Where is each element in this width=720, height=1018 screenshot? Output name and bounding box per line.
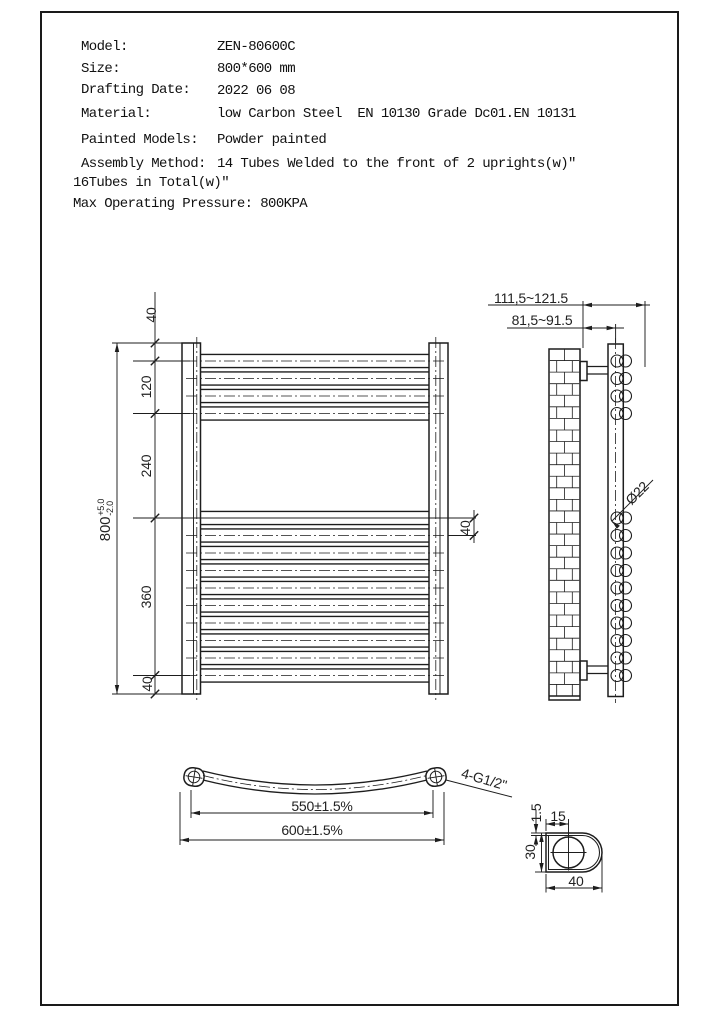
spec-value-painted: Powder painted [217,132,327,148]
dim-profile-depth-label: 40 [568,873,584,889]
spec-label-assembly: Assembly Method: [81,156,206,172]
dim-connections-label: 4-G1/2" [459,764,509,794]
dim-height-value: 800 [97,516,114,542]
spec-line-total-tubes: 16Tubes in Total(w)" [73,175,230,191]
dim-hole-offset-label: 15 [550,808,566,824]
spec-value-size: 800*600 mm [217,61,296,77]
spec-value-model: ZEN-80600C [217,39,296,55]
dim-middle-gap-label: 240 [138,454,154,478]
front-view [112,292,478,700]
dim-height-tolerances [97,499,115,516]
spec-label-material: Material: [81,106,152,122]
spec-label-date: Drafting Date: [81,82,191,98]
spec-label-model: Model: [81,39,128,55]
dim-tube-diameter-label: Ø22 [622,478,652,508]
dim-top-group-label: 120 [138,375,154,399]
dim-height-tol-plus: +5.0 [96,498,106,516]
dim-bottom-margin-label: 40 [139,676,155,692]
spec-value-assembly: 14 Tubes Welded to the front of 2 uprights(w)" [217,156,576,172]
dim-bottom-group-label: 360 [138,585,154,609]
spec-value-material: low Carbon Steel EN 10130 Grade Dc01.EN 10131 [217,106,576,122]
spec-label-painted: Painted Models: [81,132,199,148]
spec-label-size: Size: [81,61,121,77]
spec-value-date: 2022 06 08 [217,83,296,99]
dim-center-distance-label: 550±1.5% [291,798,353,814]
dim-height-tol-minus: -2.0 [105,501,115,516]
dim-overall-height-label [93,480,119,560]
dim-wall-to-center-label: 81,5~91.5 [511,312,573,328]
dim-top-margin-label: 40 [143,307,159,323]
spec-line-max-pressure: Max Operating Pressure: 800KPA [73,196,308,212]
dim-wall-thickness-label: 1.5 [528,803,544,823]
dim-wall-to-outer-label: 111,5~121.5 [494,290,568,306]
dim-profile-height-label: 30 [522,844,538,860]
dim-overall-width-label: 600±1.5% [281,822,343,838]
dim-tube-pitch-label: 40 [457,520,473,536]
